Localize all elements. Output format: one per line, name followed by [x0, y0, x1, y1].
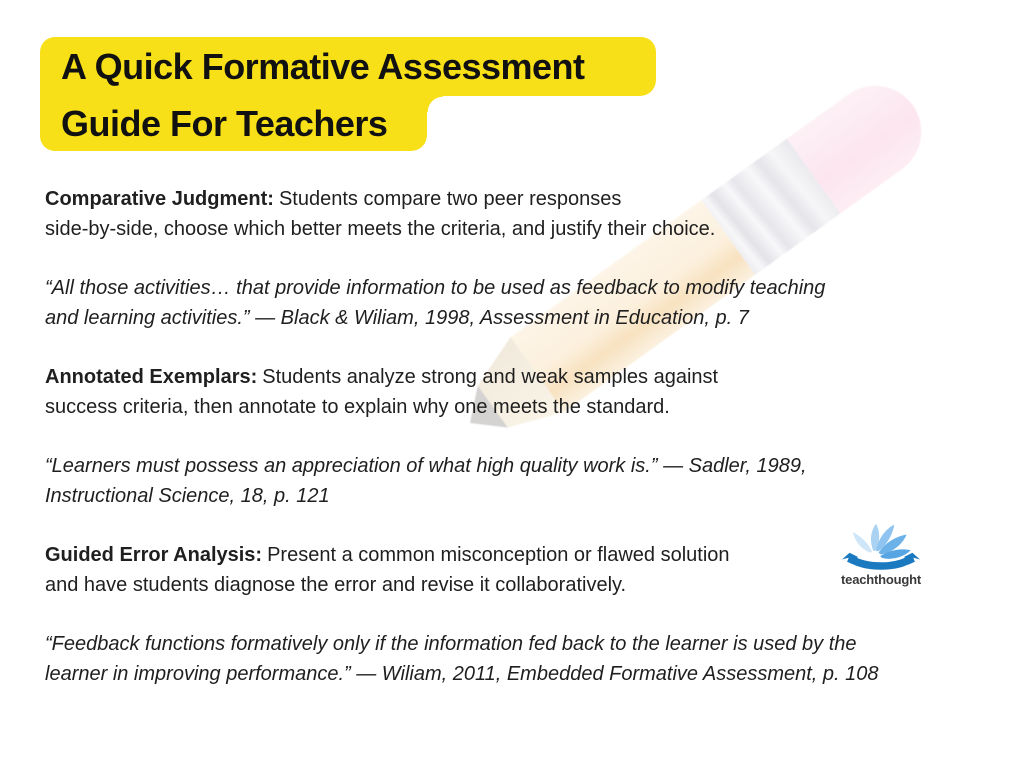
section-text-line1: Students compare two peer responses [278, 188, 622, 210]
quote-text-line2: and learning activities.” — Black & Wiliam, 1998, Assessment in Education, p. 7 [45, 307, 749, 329]
logo-wordmark: teachthought [841, 572, 921, 587]
section-heading: Comparative Judgment: [45, 188, 274, 210]
quote-text-line1: “Feedback functions formatively only if the information fed back to the learner is used by the [45, 633, 857, 655]
quote-text-line1: “Learners must possess an appreciation of what high quality work is.” — Sadler, 1989, [45, 455, 807, 477]
content-column [45, 184, 975, 718]
section-annotated-exemplars [45, 362, 975, 422]
section-text-line2: and have students diagnose the error and revise it collaboratively. [45, 574, 627, 596]
section-heading: Annotated Exemplars: [45, 366, 258, 388]
quote-text-line1: “All those activities… that provide information to be used as feedback to modify teaching [45, 277, 826, 299]
page-title-line2: Guide For Teachers [61, 102, 388, 144]
quote-wiliam-2011 [45, 629, 975, 689]
logo-leaves-ribbon-icon [839, 523, 923, 571]
title-highlight-line2 [40, 96, 427, 151]
quote-text-line2: Instructional Science, 18, p. 121 [45, 485, 330, 507]
teachthought-logo [831, 523, 931, 587]
section-comparative-judgment [45, 184, 975, 244]
page-title-line1: A Quick Formative Assessment [61, 45, 585, 87]
section-text-line1: Students analyze strong and weak samples against [262, 366, 719, 388]
section-heading: Guided Error Analysis: [45, 544, 263, 566]
quote-black-wiliam-1998 [45, 273, 975, 333]
quote-text-line2: learner in improving performance.” — Wiliam, 2011, Embedded Formative Assessment, p. 108 [45, 663, 879, 685]
title-highlight-line1 [40, 37, 656, 96]
section-text-line2: side-by-side, choose which better meets the criteria, and justify their choice. [45, 218, 716, 240]
title-highlight-corner [427, 96, 443, 112]
quote-sadler-1989 [45, 451, 975, 511]
section-text-line2: success criteria, then annotate to explain why one meets the standard. [45, 396, 670, 418]
section-text-line1: Present a common misconception or flawed solution [267, 544, 730, 566]
